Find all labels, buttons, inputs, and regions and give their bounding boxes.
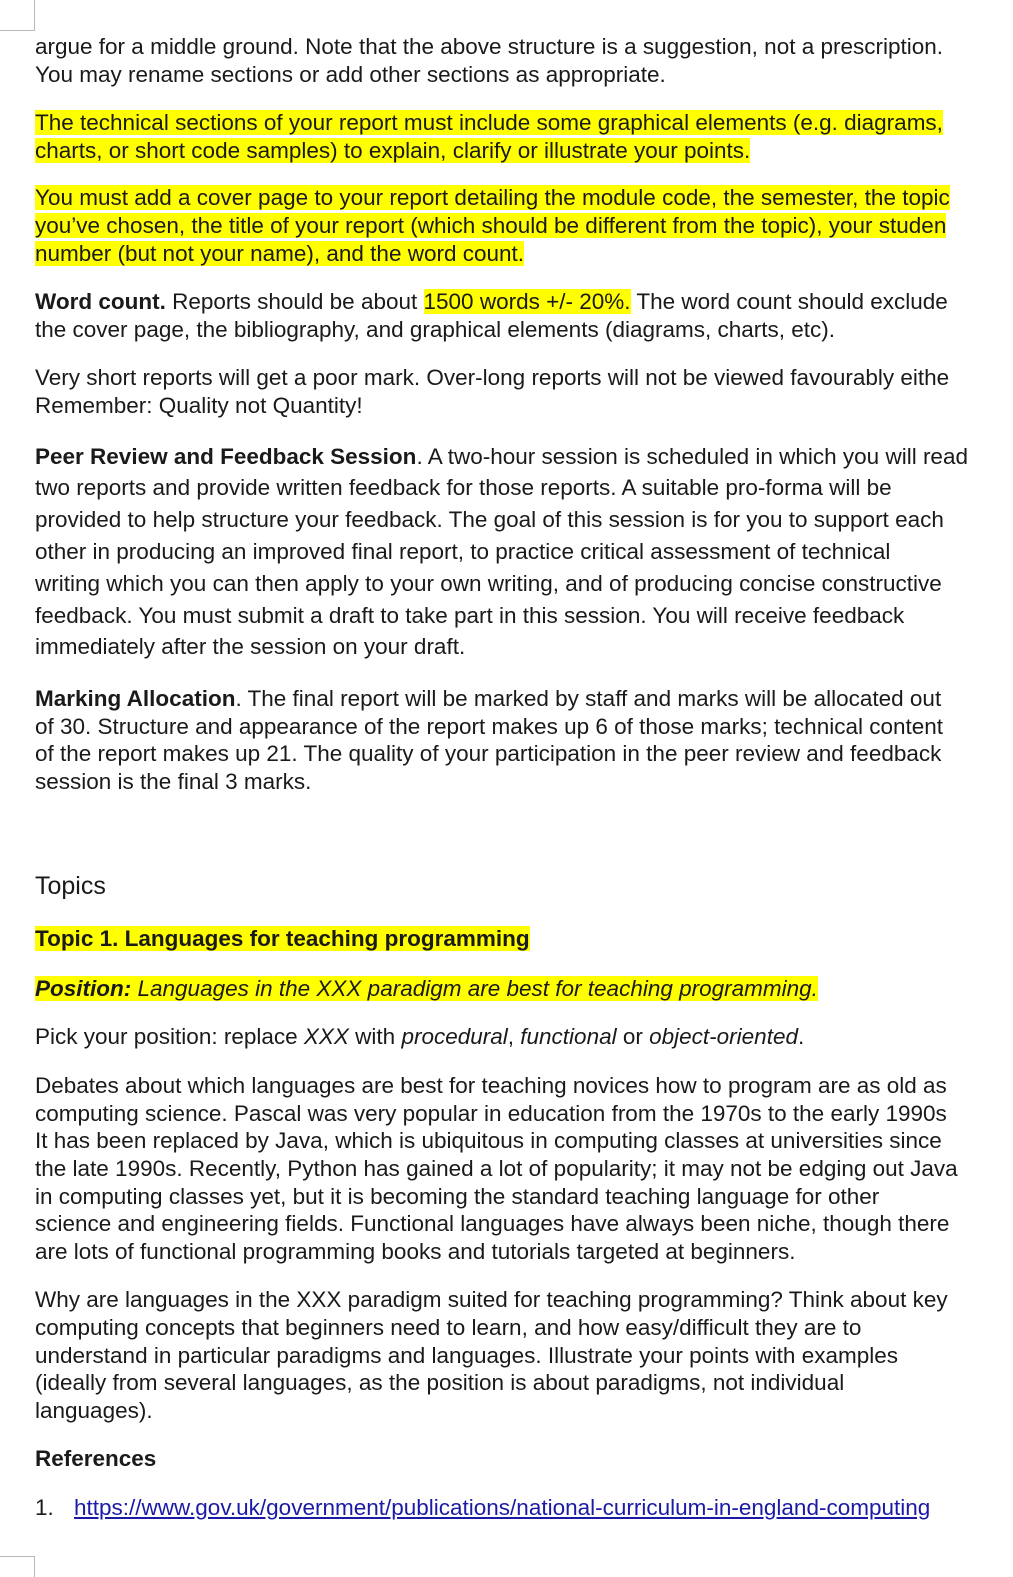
text-line: It has been replaced by Java, which is ubiquitous in computing classes at universities since	[35, 1128, 942, 1154]
text-run: . The final report will be marked by staff and marks will be allocated out	[235, 686, 942, 712]
highlighted-text: you’ve chosen, the title of your report (which should be different from the topic), your studen	[35, 212, 947, 238]
cover-page-requirement-paragraph	[35, 184, 1013, 267]
short-reports-paragraph	[35, 364, 1013, 419]
marking-allocation-paragraph	[35, 685, 1013, 795]
debates-paragraph	[35, 1072, 1013, 1265]
text-run: .	[797, 1023, 805, 1049]
position-text: Languages in the XXX paradigm are best for teaching programming.	[131, 976, 818, 1002]
position-label: Position:	[35, 976, 132, 1002]
text-line: writing which you can then apply to your own writing, and of producing concise constructive	[35, 570, 942, 596]
topic-1-title: Topic 1. Languages for teaching programming	[35, 926, 530, 952]
text-line: in computing classes yet, but it is becoming the standard teaching language for other	[35, 1183, 880, 1209]
text-run: ,	[507, 1023, 521, 1049]
page-corner-mark-bottom	[0, 1556, 35, 1577]
word-count-target: 1500 words +/- 20%.	[423, 289, 631, 315]
option-procedural: procedural	[401, 1023, 508, 1049]
text-line: science and engineering fields. Functional languages have always been niche, though there	[35, 1211, 950, 1237]
peer-review-paragraph	[35, 441, 1013, 664]
text-line: computing science. Pascal was very popular in education from the 1970s to the early 1990s	[35, 1100, 947, 1126]
graphics-requirement-paragraph	[35, 109, 1013, 164]
text-line: other in producing an improved final report, to practice critical assessment of technical	[35, 538, 891, 564]
text-line: You may rename sections or add other sections as appropriate.	[35, 61, 666, 87]
text-line: Very short reports will get a poor mark. Over-long reports will not be viewed favourably eithe	[35, 365, 950, 391]
text-line: are lots of functional programming books and tutorials targeted at beginners.	[35, 1238, 796, 1264]
text-run: with	[348, 1023, 402, 1049]
references-heading: References	[35, 1446, 157, 1472]
text-line: of the report makes up 21. The quality of your participation in the peer review and feedback	[35, 741, 942, 767]
text-line: feedback. You must submit a draft to take part in this session. You will receive feedback	[35, 602, 905, 628]
text-line: Debates about which languages are best for teaching novices how to program are as old as	[35, 1073, 947, 1099]
text-run: or	[616, 1023, 650, 1049]
text-line: Why are languages in the XXX paradigm suited for teaching programming? Think about key	[35, 1287, 948, 1313]
highlighted-text: number (but not your name), and the word count.	[35, 240, 525, 266]
reference-link[interactable]: https://www.gov.uk/government/publications/national-curriculum-in-england-computing	[74, 1494, 931, 1520]
why-paragraph	[35, 1286, 1013, 1424]
text-line: immediately after the session on your draft.	[35, 634, 466, 660]
text-line: languages).	[35, 1397, 153, 1423]
pick-position-paragraph	[35, 1023, 1013, 1051]
text-line: understand in particular paradigms and languages. Illustrate your points with examples	[35, 1342, 898, 1368]
reference-item	[35, 1493, 1013, 1523]
text-line: the cover page, the bibliography, and graphical elements (diagrams, charts, etc).	[35, 316, 836, 342]
position-paragraph	[35, 975, 1013, 1003]
page-corner-mark-top	[0, 0, 35, 31]
text-line: (ideally from several languages, as the position is about paradigms, not individual	[35, 1370, 845, 1396]
text-line: computing concepts that beginners need to learn, and how easy/difficult they are to	[35, 1315, 862, 1341]
highlighted-text: You must add a cover page to your report detailing the module code, the semester, the topic	[35, 185, 950, 211]
text-line: two reports and provide written feedback for those reports. A suitable pro-forma will be	[35, 475, 892, 501]
text-line: Remember: Quality not Quantity!	[35, 392, 363, 418]
option-functional: functional	[520, 1023, 617, 1049]
topic-1-title-paragraph	[35, 925, 1013, 953]
highlighted-text: The technical sections of your report must include some graphical elements (e.g. diagrams,	[35, 110, 943, 136]
text-line: of 30. Structure and appearance of the report makes up 6 of those marks; technical content	[35, 713, 944, 739]
text-run: Pick your position: replace	[35, 1023, 304, 1049]
text-run: The word count should exclude	[630, 289, 948, 315]
text-line: the late 1990s. Recently, Python has gained a lot of popularity; it may not be edging out Java	[35, 1156, 958, 1182]
reference-number: 1.	[35, 1494, 54, 1520]
word-count-label: Word count.	[35, 289, 166, 315]
peer-review-label: Peer Review and Feedback Session	[35, 443, 417, 469]
placeholder-xxx: XXX	[303, 1023, 349, 1049]
word-count-paragraph	[35, 288, 1013, 343]
text-run: Reports should be about	[165, 289, 424, 315]
text-line: session is the final 3 marks.	[35, 768, 312, 794]
highlighted-text: charts, or short code samples) to explain, clarify or illustrate your points.	[35, 137, 751, 163]
marking-allocation-label: Marking Allocation	[35, 686, 236, 712]
intro-paragraph	[35, 33, 1013, 88]
document-page	[35, 33, 1013, 1523]
references-list	[35, 1493, 1013, 1523]
text-line: provided to help structure your feedback. The goal of this session is for you to support each	[35, 507, 944, 533]
option-object-oriented: object-oriented	[649, 1023, 798, 1049]
topics-heading: Topics	[35, 872, 106, 901]
text-line: argue for a middle ground. Note that the above structure is a suggestion, not a prescription.	[35, 34, 944, 59]
text-run: . A two-hour session is scheduled in which you will read	[416, 443, 968, 469]
